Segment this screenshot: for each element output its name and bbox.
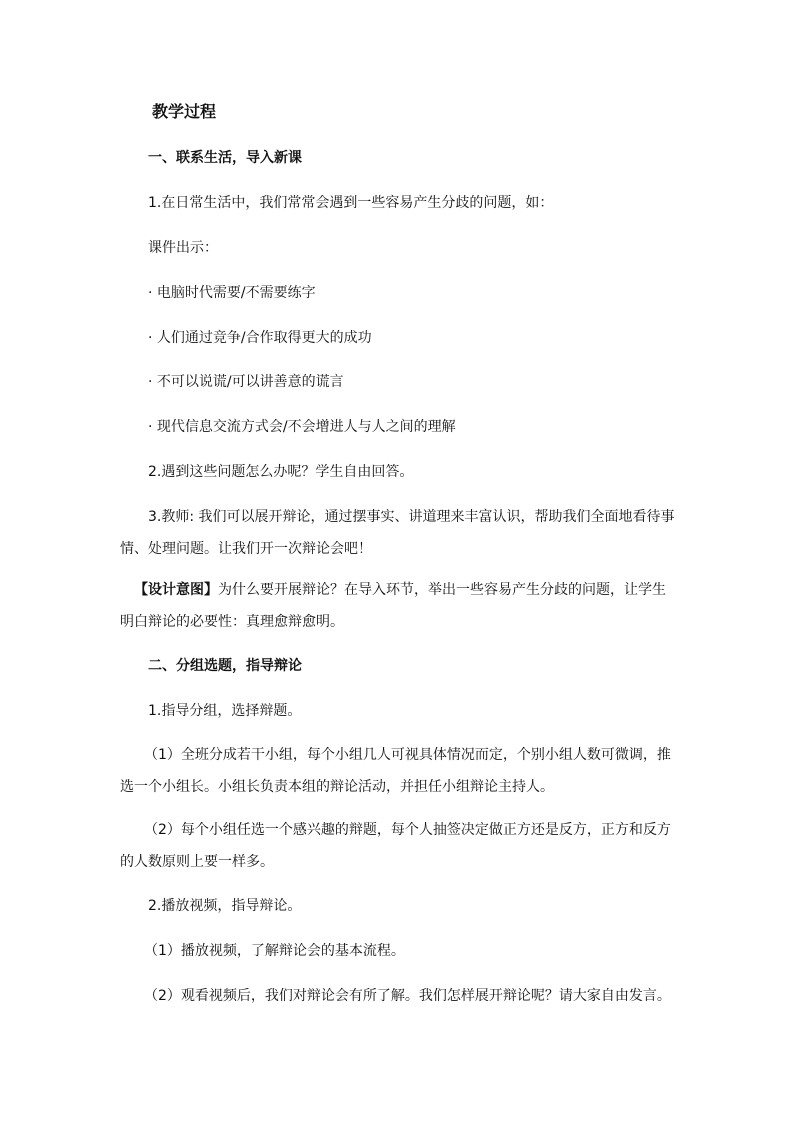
section2-paragraph-6: （2）观看视频后，我们对辩论会有所了解。我们怎样展开辩论呢？请大家自由发言。	[144, 988, 671, 1004]
section2-paragraph-3-line-1: （2）每个小组任选一个感兴趣的辩题，每个人抽签决定做正方还是反方，正方和反方	[144, 822, 671, 838]
bullet-item-3: · 不可以说谎/可以讲善意的谎言	[148, 374, 344, 390]
design-intent-label: 【设计意图】	[134, 582, 218, 598]
section2-paragraph-3-line-2: 的人数原则上要一样多。	[120, 854, 274, 870]
section1-paragraph-1: 1.在日常生活中，我们常常会遇到一些容易产生分歧的问题，如：	[148, 195, 554, 211]
section1-paragraph-4-line-1: 3.教师: 我们可以展开辩论，通过摆事实、讲道理来丰富认识，帮助我们全面地看待事	[148, 509, 675, 525]
section-heading-1: 一、联系生活，导入新课	[148, 150, 302, 166]
bullet-item-4: · 现代信息交流方式会/不会增进人与人之间的理解	[148, 419, 456, 435]
section1-paragraph-3: 2.遇到这些问题怎么办呢？学生自由回答。	[148, 464, 414, 480]
section2-paragraph-2-line-1: （1）全班分成若干小组，每个小组几人可视具体情况而定，个别小组人数可微调，推	[144, 747, 671, 763]
document-title: 教学过程	[152, 102, 217, 121]
section2-paragraph-5: （1）播放视频，了解辩论会的基本流程。	[144, 943, 405, 959]
section1-paragraph-4-line-2: 情、处理问题。让我们开一次辩论会吧！	[120, 541, 372, 557]
section2-paragraph-4: 2.播放视频，指导辩论。	[148, 898, 302, 914]
design-intent-line-2: 明白辩论的必要性：真理愈辩愈明。	[120, 614, 344, 630]
section2-paragraph-1: 1.指导分组，选择辩题。	[148, 703, 302, 719]
bullet-item-1: · 电脑时代需要/不需要练字	[148, 285, 316, 301]
section2-paragraph-2-line-2: 选一个小组长。小组长负责本组的辩论活动，并担任小组辩论主持人。	[120, 779, 554, 795]
design-intent-text-1: 为什么要开展辩论？在导入环节，举出一些容易产生分歧的问题，让学生	[218, 582, 666, 598]
section1-paragraph-2: 课件出示：	[148, 240, 218, 256]
bullet-item-2: · 人们通过竞争/合作取得更大的成功	[148, 330, 372, 346]
section-heading-2: 二、分组选题，指导辩论	[148, 658, 302, 674]
design-intent-line-1	[134, 580, 666, 600]
